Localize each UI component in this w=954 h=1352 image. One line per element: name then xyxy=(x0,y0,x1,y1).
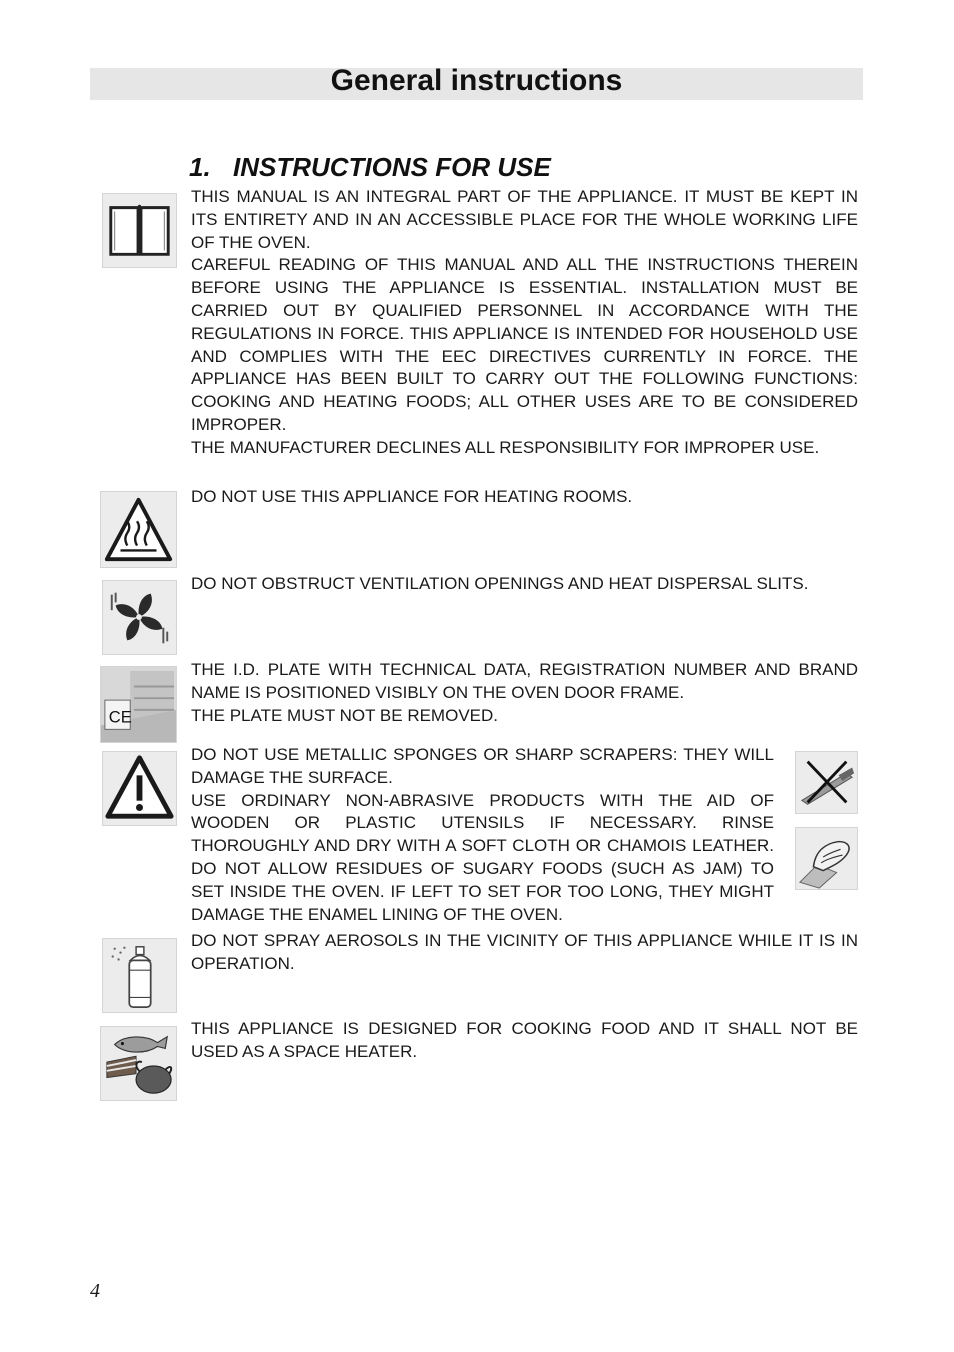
food-cooking-icon xyxy=(100,1026,177,1101)
instructions-block-manual xyxy=(191,186,858,460)
page-number: 4 xyxy=(90,1280,100,1302)
instructions-block-heating xyxy=(191,486,858,509)
caution-warning-icon xyxy=(102,751,177,826)
paragraph: THIS MANUAL IS AN INTEGRAL PART OF THE APPLIANCE. IT MUST BE KEPT IN ITS ENTIRETY AND IN AN ACCESSIBLE PLACE FOR THE WHOLE WORKING LIFE OF THE OVEN. xyxy=(191,187,858,252)
open-book-icon xyxy=(102,193,177,268)
instructions-block-food xyxy=(191,1018,858,1064)
ventilation-fan-icon xyxy=(102,580,177,655)
section-heading xyxy=(189,152,551,183)
paragraph: THE MANUFACTURER DECLINES ALL RESPONSIBILITY FOR IMPROPER USE. xyxy=(191,437,820,457)
svg-text:CE: CE xyxy=(108,707,132,727)
paragraph: DO NOT USE THIS APPLIANCE FOR HEATING ROOMS. xyxy=(191,487,633,506)
paragraph: THE PLATE MUST NOT BE REMOVED. xyxy=(191,705,498,725)
cloth-wiping-icon xyxy=(795,827,858,890)
paragraph: DO NOT USE METALLIC SPONGES OR SHARP SCRAPERS: THEY WILL DAMAGE THE SURFACE. xyxy=(191,745,774,787)
hot-surface-warning-icon xyxy=(100,491,177,568)
instructions-block-ventilation xyxy=(191,573,858,596)
paragraph: DO NOT OBSTRUCT VENTILATION OPENINGS AND HEAT DISPERSAL SLITS. xyxy=(191,574,809,593)
paragraph: DO NOT SPRAY AEROSOLS IN THE VICINITY OF THIS APPLIANCE WHILE IT IS IN OPERATION. xyxy=(191,931,858,973)
page-title: General instructions xyxy=(330,64,623,97)
section-number: 1. xyxy=(189,152,211,182)
paragraph: USE ORDINARY NON-ABRASIVE PRODUCTS WITH THE AID OF WOODEN OR PLASTIC UTENSILS IF NECESSARY. RINSE THOROUGHLY AND DRY WITH A SOFT CLOTH OR CHAMOIS LEATHER. DO NOT ALLOW RESIDUES OF SUGARY FOODS (SUCH AS JAM) TO SET INSIDE THE OVEN. IF LEFT TO SET FOR TOO LONG, THEY MIGHT DAMAGE THE ENAMEL LINING OF THE OVEN. xyxy=(191,790,774,924)
no-scraper-icon xyxy=(795,751,858,814)
section-title: INSTRUCTIONS FOR USE xyxy=(233,152,551,182)
instructions-block-id-plate xyxy=(191,659,858,727)
paragraph: THIS APPLIANCE IS DESIGNED FOR COOKING FOOD AND IT SHALL NOT BE USED AS A SPACE HEATER. xyxy=(191,1019,858,1061)
paragraph: THE I.D. PLATE WITH TECHNICAL DATA, REGISTRATION NUMBER AND BRAND NAME IS POSITIONED VISIBLY ON THE OVEN DOOR FRAME. xyxy=(191,660,858,702)
instructions-block-cleaning xyxy=(191,744,774,926)
instructions-block-aerosol xyxy=(191,930,858,976)
aerosol-can-icon xyxy=(102,938,177,1013)
ce-plate-icon xyxy=(100,666,177,743)
paragraph: CAREFUL READING OF THIS MANUAL AND ALL THE INSTRUCTIONS THEREIN BEFORE USING THE APPLIANCE IS ESSENTIAL. INSTALLATION MUST BE CARRIED OUT BY QUALIFIED PERSONNEL IN ACCORDANCE WITH THE REGULATIONS IN FORCE. THIS APPLIANCE IS INTENDED FOR HOUSEHOLD USE AND COMPLIES WITH THE EEC DIRECTIVES CURRENTLY IN FORCE. THE APPLIANCE HAS BEEN BUILT TO CARRY OUT THE FOLLOWING FUNCTIONS: COOKING AND HEATING FOODS; ALL OTHER USES ARE TO BE CONSIDERED IMPROPER. xyxy=(191,255,858,434)
header-bar xyxy=(90,64,863,100)
